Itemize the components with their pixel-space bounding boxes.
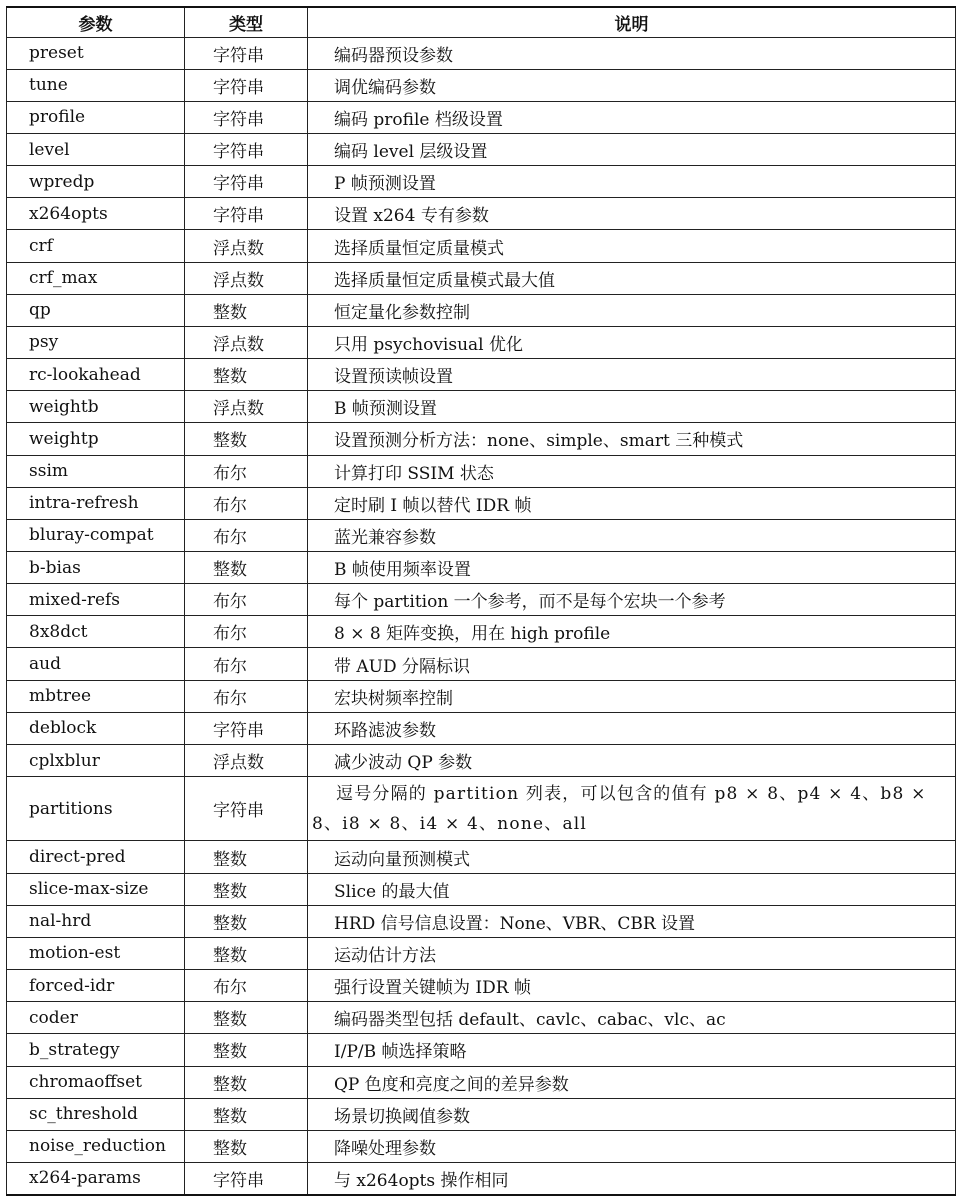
param-description-cell: Slice 的最大值 (308, 873, 956, 905)
param-type-cell: 浮点数 (185, 744, 308, 776)
param-description-cell: 设置 x264 专有参数 (308, 198, 956, 230)
param-description-cell: 环路滤波参数 (308, 712, 956, 744)
table-row (7, 1066, 956, 1098)
param-type-cell: 字符串 (185, 101, 308, 133)
param-description-cell: 恒定量化参数控制 (308, 294, 956, 326)
table-row (7, 905, 956, 937)
param-name-cell: crf (7, 230, 185, 262)
table-header (7, 7, 956, 37)
param-name-cell: crf_max (7, 262, 185, 294)
table-row (7, 1098, 956, 1130)
param-type-cell: 整数 (185, 423, 308, 455)
param-type-cell: 布尔 (185, 970, 308, 1002)
table-row (7, 1162, 956, 1195)
table-row (7, 680, 956, 712)
param-name-cell: mixed-refs (7, 584, 185, 616)
param-name-cell: profile (7, 101, 185, 133)
table-row (7, 133, 956, 165)
param-description-cell: 减少波动 QP 参数 (308, 744, 956, 776)
param-type-cell: 整数 (185, 841, 308, 873)
param-type-cell: 布尔 (185, 519, 308, 551)
param-type-cell: 布尔 (185, 680, 308, 712)
param-name-cell: qp (7, 294, 185, 326)
param-name-cell: noise_reduction (7, 1130, 185, 1162)
param-type-cell: 整数 (185, 1034, 308, 1066)
param-name-cell: partitions (7, 777, 185, 841)
param-type-cell: 整数 (185, 552, 308, 584)
param-type-cell: 字符串 (185, 69, 308, 101)
param-type-cell: 整数 (185, 905, 308, 937)
param-type-cell: 整数 (185, 1002, 308, 1034)
param-type-cell: 字符串 (185, 133, 308, 165)
param-description-cell: 定时刷 I 帧以替代 IDR 帧 (308, 487, 956, 519)
param-type-cell: 布尔 (185, 648, 308, 680)
param-type-cell: 字符串 (185, 1162, 308, 1195)
param-name-cell: psy (7, 326, 185, 358)
param-type-cell: 浮点数 (185, 230, 308, 262)
header-row (7, 7, 956, 37)
table-row (7, 359, 956, 391)
table-row (7, 1130, 956, 1162)
table-row (7, 841, 956, 873)
param-type-cell: 整数 (185, 873, 308, 905)
param-description-cell: B 帧使用频率设置 (308, 552, 956, 584)
param-description-cell: P 帧预测设置 (308, 166, 956, 198)
param-name-cell: direct-pred (7, 841, 185, 873)
table-row (7, 873, 956, 905)
table-row (7, 744, 956, 776)
table-row (7, 391, 956, 423)
param-type-cell: 整数 (185, 937, 308, 969)
table-row (7, 262, 956, 294)
param-description-cell: 设置预测分析方法：none、simple、smart 三种模式 (308, 423, 956, 455)
param-name-cell: nal-hrd (7, 905, 185, 937)
param-description-cell: 只用 psychovisual 优化 (308, 326, 956, 358)
param-type-cell: 浮点数 (185, 262, 308, 294)
table-row (7, 1002, 956, 1034)
param-description-cell: 调优编码参数 (308, 69, 956, 101)
table-row (7, 584, 956, 616)
param-type-cell: 整数 (185, 294, 308, 326)
param-name-cell: 8x8dct (7, 616, 185, 648)
param-type-cell: 字符串 (185, 166, 308, 198)
param-type-cell: 浮点数 (185, 326, 308, 358)
param-description-cell: 蓝光兼容参数 (308, 519, 956, 551)
table-row (7, 1034, 956, 1066)
param-name-cell: chromaoffset (7, 1066, 185, 1098)
table-row (7, 777, 956, 841)
param-description-cell: 计算打印 SSIM 状态 (308, 455, 956, 487)
param-description-cell: 宏块树频率控制 (308, 680, 956, 712)
param-type-cell: 字符串 (185, 198, 308, 230)
param-name-cell: aud (7, 648, 185, 680)
header-type: 类型 (185, 7, 308, 37)
param-description-cell: 设置预读帧设置 (308, 359, 956, 391)
param-name-cell: deblock (7, 712, 185, 744)
param-description-cell: QP 色度和亮度之间的差异参数 (308, 1066, 956, 1098)
param-name-cell: b-bias (7, 552, 185, 584)
table-row (7, 198, 956, 230)
table-row (7, 616, 956, 648)
param-type-cell: 整数 (185, 1130, 308, 1162)
param-description-cell: 编码 profile 档级设置 (308, 101, 956, 133)
table-row (7, 519, 956, 551)
param-name-cell: intra-refresh (7, 487, 185, 519)
param-name-cell: rc-lookahead (7, 359, 185, 391)
param-name-cell: sc_threshold (7, 1098, 185, 1130)
table-row (7, 326, 956, 358)
table-row (7, 552, 956, 584)
table-body (7, 37, 956, 1195)
param-description-cell: 带 AUD 分隔标识 (308, 648, 956, 680)
param-description-cell: 8 × 8 矩阵变换，用在 high profile (308, 616, 956, 648)
param-description-cell: 降噪处理参数 (308, 1130, 956, 1162)
table-row (7, 712, 956, 744)
param-description-cell: 逗号分隔的 partition 列表，可以包含的值有 p8 × 8、p4 × 4、b8 × 8、i8 × 8、i4 × 4、none、all (308, 777, 956, 841)
param-description-cell: B 帧预测设置 (308, 391, 956, 423)
param-description-cell: 强行设置关键帧为 IDR 帧 (308, 970, 956, 1002)
param-name-cell: motion-est (7, 937, 185, 969)
param-name-cell: weightp (7, 423, 185, 455)
param-description-cell: HRD 信号信息设置：None、VBR、CBR 设置 (308, 905, 956, 937)
param-type-cell: 布尔 (185, 584, 308, 616)
param-description-cell: 选择质量恒定质量模式最大值 (308, 262, 956, 294)
param-type-cell: 字符串 (185, 712, 308, 744)
table-row (7, 230, 956, 262)
param-description-cell: 场景切换阈值参数 (308, 1098, 956, 1130)
param-name-cell: b_strategy (7, 1034, 185, 1066)
param-name-cell: cplxblur (7, 744, 185, 776)
table-row (7, 970, 956, 1002)
param-type-cell: 布尔 (185, 616, 308, 648)
param-name-cell: wpredp (7, 166, 185, 198)
param-name-cell: coder (7, 1002, 185, 1034)
param-name-cell: x264opts (7, 198, 185, 230)
table-row (7, 69, 956, 101)
table-row (7, 166, 956, 198)
table-row (7, 101, 956, 133)
param-description-cell: I/P/B 帧选择策略 (308, 1034, 956, 1066)
param-description-cell: 运动向量预测模式 (308, 841, 956, 873)
param-name-cell: ssim (7, 455, 185, 487)
param-type-cell: 整数 (185, 1098, 308, 1130)
param-name-cell: mbtree (7, 680, 185, 712)
param-type-cell: 浮点数 (185, 391, 308, 423)
param-description-cell: 每个 partition 一个参考，而不是每个宏块一个参考 (308, 584, 956, 616)
table-row (7, 294, 956, 326)
table-row (7, 487, 956, 519)
param-description-cell: 编码器类型包括 default、cavlc、cabac、vlc、ac (308, 1002, 956, 1034)
header-description: 说明 (308, 7, 956, 37)
param-type-cell: 布尔 (185, 455, 308, 487)
param-name-cell: forced-idr (7, 970, 185, 1002)
param-description-cell: 选择质量恒定质量模式 (308, 230, 956, 262)
param-name-cell: level (7, 133, 185, 165)
param-name-cell: preset (7, 37, 185, 69)
table-row (7, 423, 956, 455)
param-description-cell: 与 x264opts 操作相同 (308, 1162, 956, 1195)
table-row (7, 37, 956, 69)
param-type-cell: 整数 (185, 1066, 308, 1098)
param-type-cell: 字符串 (185, 37, 308, 69)
table-row (7, 648, 956, 680)
param-name-cell: bluray-compat (7, 519, 185, 551)
param-name-cell: x264-params (7, 1162, 185, 1195)
header-param: 参数 (7, 7, 185, 37)
param-name-cell: tune (7, 69, 185, 101)
table-row (7, 937, 956, 969)
parameter-table (6, 6, 956, 1196)
param-name-cell: weightb (7, 391, 185, 423)
param-type-cell: 整数 (185, 359, 308, 391)
param-description-cell: 编码器预设参数 (308, 37, 956, 69)
param-name-cell: slice-max-size (7, 873, 185, 905)
param-type-cell: 布尔 (185, 487, 308, 519)
param-description-cell: 编码 level 层级设置 (308, 133, 956, 165)
param-description-cell: 运动估计方法 (308, 937, 956, 969)
table-row (7, 455, 956, 487)
param-type-cell: 字符串 (185, 777, 308, 841)
